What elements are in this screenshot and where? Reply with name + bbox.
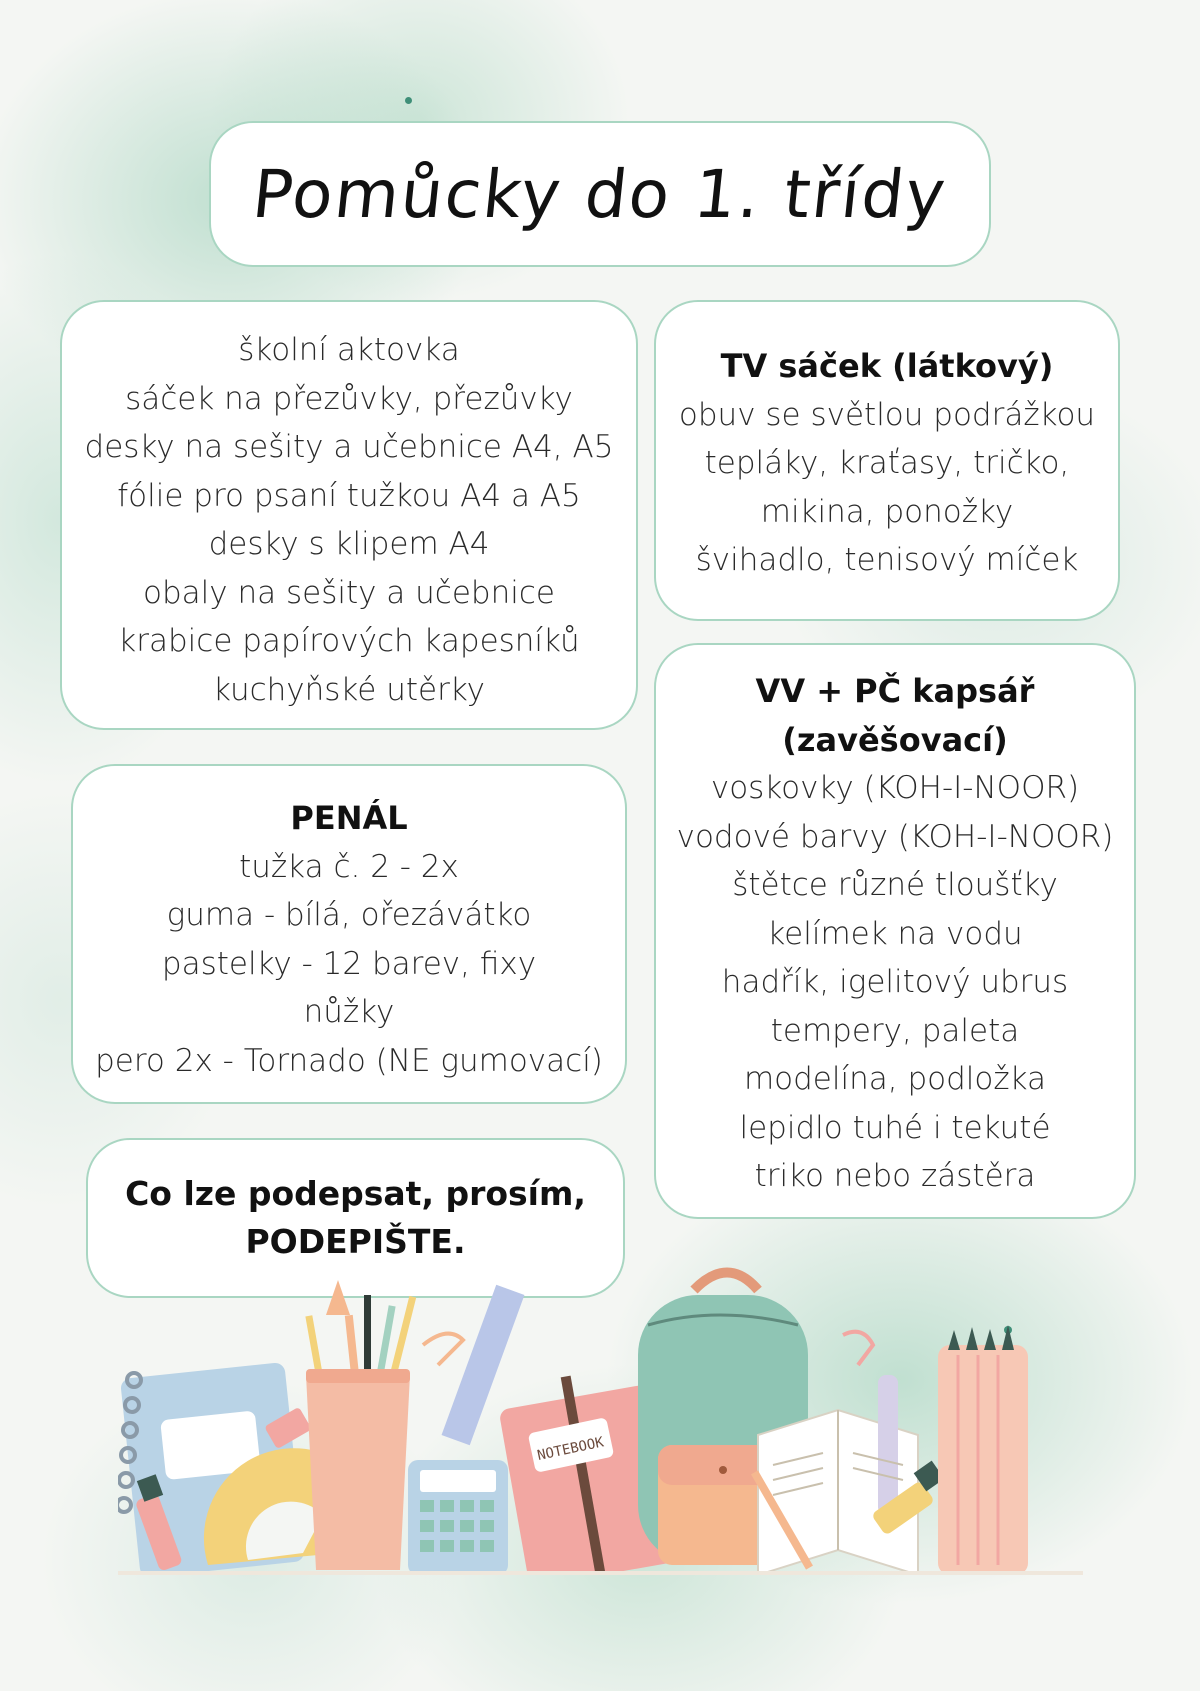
- tv-heading: TV sáček (látkový): [720, 347, 1054, 385]
- sign-note: [125, 1170, 586, 1266]
- list-item: sáček na přezůvky, přezůvky: [125, 380, 573, 417]
- list-item: obaly na sešity a učebnice: [143, 574, 555, 611]
- art-supplies-card: [654, 643, 1136, 1219]
- list-item: tempery, paleta: [770, 1012, 1020, 1049]
- list-item: mikina, ponožky: [760, 493, 1014, 530]
- pencil-box-icon: [938, 1325, 1028, 1575]
- notebook-label: NOTEBOOK: [535, 1434, 606, 1465]
- list-item: štětce různé tloušťky: [732, 867, 1058, 903]
- list-item: fólie pro psaní tužkou A4 a A5: [117, 477, 581, 514]
- paperclip-icon: [423, 1334, 463, 1365]
- decor-dot: [405, 97, 412, 104]
- list-item: obuv se světlou podrážkou: [678, 396, 1096, 433]
- penal-heading: PENÁL: [290, 799, 408, 837]
- sign-note-line1: Co lze podepsat, prosím,: [125, 1174, 586, 1213]
- list-item: nůžky: [303, 994, 395, 1030]
- paperclip-icon: [843, 1332, 873, 1365]
- list-item: krabice papírových kapesníků: [118, 623, 580, 659]
- list-item: desky s klipem A4: [208, 526, 490, 562]
- vv-heading: VV + PČ kapsář: [755, 672, 1035, 710]
- list-item: modelína, podložka: [743, 1061, 1047, 1097]
- list-item: guma - bílá, ořezávátko: [166, 897, 532, 933]
- list-item: školní aktovka: [238, 332, 460, 368]
- school-supplies-illustration: [118, 1265, 1083, 1575]
- vv-heading-sub: (zavěšovací): [782, 720, 1008, 759]
- list-item: tepláky, kraťasy, tričko,: [704, 445, 1070, 481]
- list-item: hadřík, igelitový ubrus: [721, 964, 1069, 1000]
- list-item: kuchyňské utěrky: [212, 671, 486, 708]
- pencil-cup-icon: [305, 1280, 416, 1570]
- page-title: Pomůcky do 1. třídy: [249, 155, 951, 233]
- list-item: kelímek na vodu: [767, 915, 1023, 952]
- list-item: lepidlo tuhé i tekuté: [739, 1109, 1051, 1146]
- list-item: pastelky - 12 barev, fixy: [161, 945, 537, 982]
- list-item: triko nebo zástěra: [754, 1158, 1036, 1194]
- pencil-case-card: [71, 764, 627, 1104]
- list-item: desky na sešity a učebnice A4, A5: [84, 429, 614, 465]
- list-item: švihadlo, tenisový míček: [695, 542, 1079, 578]
- tv-bag-card: [654, 300, 1120, 621]
- list-item: tužka č. 2 - 2x: [239, 848, 459, 885]
- list-item: voskovky (KOH-I-NOOR): [710, 770, 1080, 806]
- general-supplies-card: [60, 300, 638, 730]
- list-item: pero 2x - Tornado (NE gumovací): [95, 1042, 603, 1079]
- title-card: [209, 121, 991, 267]
- calculator-icon: [408, 1460, 508, 1575]
- sign-note-line2: PODEPIŠTE.: [245, 1222, 466, 1261]
- list-item: vodové barvy (KOH-I-NOOR): [676, 818, 1114, 855]
